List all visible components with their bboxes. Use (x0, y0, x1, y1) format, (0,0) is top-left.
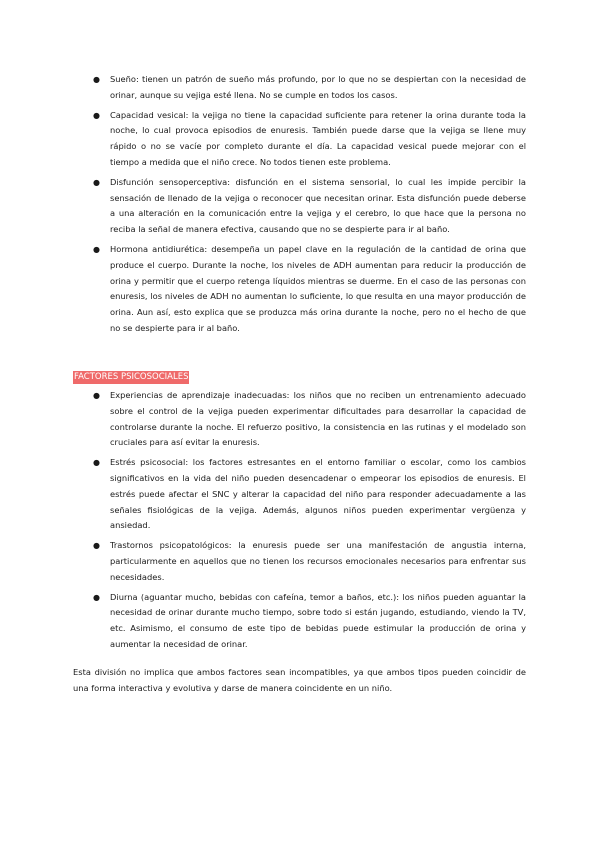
list-item-estres (93, 455, 526, 534)
list-item-text: Estrés psicosocial: los factores estresantes en el entorno familiar o escolar, como los cambios significativos en la vida del niño pueden desencadenar o empeorar los episodios de enuresis. El estrés puede afectar el SNC y alterar la capacidad del niño para responder adecuadamente a las señales fisiológicas de la vejiga. Además, algunos niños pueden experimentar vergüenza y ansiedad. (110, 457, 526, 531)
list-item-experiencias (93, 388, 526, 451)
list-item-diurna (93, 590, 526, 653)
psychosocial-factors-list (88, 388, 526, 657)
bullet-icon: ● (93, 75, 100, 84)
list-item-text: Trastornos psicopatológicos: la enuresis puede ser una manifestación de angustia interna, particularmente en aquellos que no tienen los recursos emocionales necesarios para enfrentar sus necesidades. (110, 540, 526, 582)
list-item-text: Diurna (aguantar mucho, bebidas con cafeína, temor a baños, etc.): los niños pueden aguantar la necesidad de orinar durante mucho tiempo, sobre todo si están jugando, estudiando, viendo la TV, etc. Asimismo, el consumo de este tipo de bebidas puede estimular la producción de orina y aumentar la necesidad de orinar. (110, 591, 526, 649)
bullet-icon: ● (93, 592, 100, 602)
bullet-icon: ● (93, 110, 100, 120)
list-item-disfuncion-sensoperceptiva (93, 175, 526, 238)
biological-factors-list (88, 72, 526, 341)
bullet-icon: ● (93, 177, 100, 187)
bullet-icon: ● (93, 541, 100, 551)
list-item-trastornos (93, 538, 526, 585)
closing-paragraph: Esta división no implica que ambos factores sean incompatibles, ya que ambos tipos pueden coincidir de una forma interactiva y evolutiva y darse de manera coincidente en un niño. (73, 667, 526, 694)
list-item-capacidad-vesical (93, 108, 526, 171)
list-item-sueno (93, 72, 526, 104)
list-item-text: Hormona antidiurética: desempeña un papel clave en la regulación de la cantidad de orina que produce el cuerpo. Durante la noche, los niveles de ADH aumentan para reducir la producción de orina y permitir que el cuerpo retenga líquidos mientras se duerme. En el caso de las personas con enuresis, los niveles de ADH no aumentan lo suficiente, lo que resulta en una mayor producción de orina. Aun así, esto explica que se produzca más orina durante la noche, pero no el hecho de que no se despierte para ir al baño. (110, 243, 526, 333)
list-item-text: Experiencias de aprendizaje inadecuadas: los niños que no reciben un entrenamiento adecuado sobre el control de la vejiga pueden experimentar dificultades para desarrollar la capacidad de controlarse durante la noche. El refuerzo positivo, la consistencia en las rutinas y el modelado son cruciales para así evitar la enuresis. (110, 390, 526, 448)
bullet-icon: ● (93, 458, 100, 468)
bullet-icon: ● (93, 391, 100, 400)
section-heading-psychosocial: FACTORES PSICOSOCIALES (74, 372, 189, 382)
list-item-hormona-antidiuretica (93, 242, 526, 337)
list-item-text: Capacidad vesical: la vejiga no tiene la capacidad suficiente para retener la orina durante toda la noche, lo cual provoca episodios de enuresis. También puede darse que la vejiga se llene muy rápido o no se vacíe por completo durante el día. La capacidad vesical puede mejorar con el tiempo a medida que el niño crece. No todos tienen este problema. (110, 109, 526, 167)
bullet-icon: ● (93, 244, 100, 254)
list-item-text: Sueño: tienen un patrón de sueño más profundo, por lo que no se despiertan con la necesidad de orinar, aunque su vejiga esté llena. No se cumple en todos los casos. (110, 74, 526, 100)
list-item-text: Disfunción sensoperceptiva: disfunción en el sistema sensorial, lo cual les impide percibir la sensación de llenado de la vejiga o reconocer que necesitan orinar. Esta disfunción puede deberse a una alteración en la comunicación entre la vejiga y el cerebro, lo que hace que la persona no reciba la señal de manera efectiva, causando que no se despierte para ir al baño. (110, 176, 526, 235)
